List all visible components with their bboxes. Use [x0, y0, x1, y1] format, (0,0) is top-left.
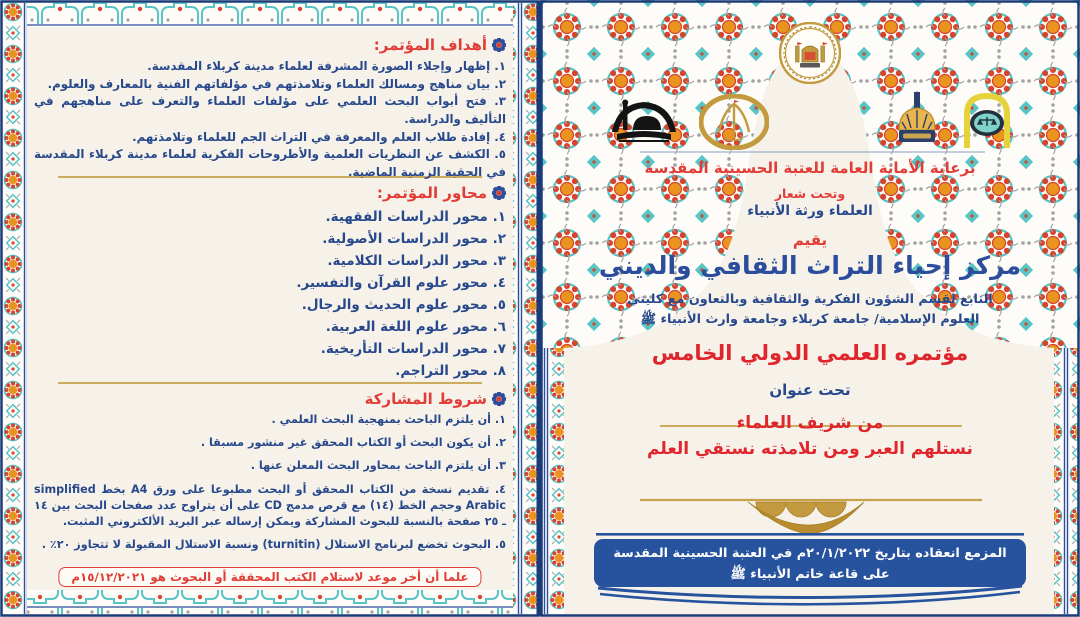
- sponsor-line: برعاية الأمانة العامة للعتبة الحسينية المقدسة: [644, 159, 976, 177]
- section-conditions: [34, 390, 506, 561]
- right-panel: [540, 0, 1080, 617]
- partner-logo-row: [580, 88, 1040, 150]
- list-item: ٤. إفادة طلاب العلم والمعرفة في التراث الجم للعلماء وتلامذتهم.: [132, 129, 506, 144]
- conditions-title-row: [34, 390, 506, 408]
- section-axes: [34, 184, 506, 382]
- rosette-icon: [492, 38, 506, 52]
- axes-title-row: [34, 184, 506, 202]
- banner-line-1: المزمع انعقاده بتاريخ ٢٠/١/٢٠٢٢م في العتبة الحسينية المقدسة: [613, 546, 1007, 561]
- date-banner: [600, 543, 1020, 585]
- rosette-icon: [492, 186, 506, 200]
- affiliation-line-2: العلوم الإسلامية/ جامعة كربلاء وجامعة وارث الأنبياء ﷺ: [640, 312, 980, 328]
- affiliation-lines: [580, 290, 1040, 331]
- list-item: ٦. محور علوم اللغة العربية.: [325, 319, 506, 335]
- conditions-title: شروط المشاركة: [364, 390, 487, 408]
- theme-line-2: نستلهم العبر ومن تلامذته نستقي العلم: [647, 438, 973, 459]
- list-item: ٥. البحوث تخضع لبرنامج الاستلال (turnitin) ونسبة الاستلال المقبولة لا تتجاوز ٢٠٪ .: [41, 538, 506, 552]
- rosette-icon: [492, 392, 506, 406]
- theme-line-1: من شريف العلماء: [736, 412, 884, 433]
- slogan-intro: وتحت شعار: [774, 186, 846, 201]
- list-item: ٣. أن يلتزم الباحث بمحاور البحث المعلن عنها .: [250, 459, 506, 473]
- warith-al-anbiya-university-logo-icon: [891, 90, 943, 150]
- deadline-note: علما أن أخر موعد لاستلام الكتب المحققة أو البحوث هو ١٥/١٢/٢٠٢١م: [58, 567, 481, 587]
- list-item: ١. أن يلتزم الباحث بمنهجية البحث العلمي .: [271, 413, 506, 426]
- list-item: ٢. محور الدراسات الأصولية.: [322, 231, 506, 247]
- list-item: ٣. محور الدراسات الكلامية.: [327, 253, 506, 269]
- list-item: ٢. بيان مناهج ومسالك العلماء وتلامذتهم في مؤلفاتهم الفنية بالمعارف والعلوم.: [47, 76, 506, 91]
- organizer-intro: يقيم: [792, 231, 828, 249]
- right-panel-stack: [580, 22, 1040, 459]
- list-item: ٥. الكشف عن النظريات العلمية والأطروحات الفكرية لعلماء مدينة كربلاء المقدسة في الحقبة الزمنية الماضية.: [34, 147, 506, 180]
- list-item: ٧. محور الدراسات التأريخية.: [320, 341, 506, 357]
- banner-line-2: على قاعة خاتم الأنبياء ﷺ: [730, 567, 890, 583]
- objectives-title: أهداف المؤتمر:: [373, 36, 487, 54]
- list-item: ٥. محور علوم الحديث والرجال.: [301, 297, 506, 313]
- list-item: ٢. أن يكون البحث أو الكتاب المحقق غير منشور مسبقا .: [200, 436, 506, 450]
- organizer-calligraphy: مركز إحياء التراث الثقافي والديني: [598, 251, 1022, 280]
- list-item: ٤. محور علوم القرآن والتفسير.: [296, 275, 506, 291]
- list-item: ٣. فتح أبواب البحث العلمي على مؤلفات العلماء والتعرف على مناهجهم في التأليف والدراسة.: [34, 94, 506, 127]
- heritage-revival-center-logo-icon: [699, 94, 769, 150]
- shrine-emblem-wrap: [580, 22, 1040, 84]
- under-title: تحت عنوان: [769, 380, 851, 399]
- slogan: العلماء ورثة الأنبياء: [747, 203, 873, 219]
- imam-hussein-shrine-emblem-icon: [779, 22, 841, 84]
- list-item: ٤. تقديم نسخة من الكتاب المحقق أو البحث مطبوعا على ورق A4 بخط simplified Arabic وحجم الخط (١٤) مع قرص مدمج CD على أن يتراوح عدد صفحات البحث بين ١٤ ـ ٢٥ صفحة بالنسبة للبحوث المشاركة ويمكن إرساله عبر البريد الألكتروني المثبت.: [34, 482, 506, 529]
- section-objectives: [34, 36, 506, 182]
- affiliation-line-1: التابع لقسم الشؤون الفكرية والثقافية وبالتعاون مع كليتي: [627, 292, 993, 307]
- list-item: ٨. محور التراجم.: [395, 363, 506, 379]
- list-item: ١. إظهار وإجلاء الصورة المشرفة لعلماء مدينة كربلاء المقدسة.: [147, 59, 506, 73]
- objectives-title-row: [34, 36, 506, 54]
- college-of-islamic-sciences-logo-icon: [961, 92, 1013, 150]
- university-of-karbala-logo-icon: [607, 94, 681, 150]
- axes-title: محاور المؤتمر:: [376, 184, 487, 202]
- conference-title: مؤتمره العلمي الدولي الخامس: [651, 340, 969, 365]
- list-item: ١. محور الدراسات الفقهية.: [325, 209, 506, 225]
